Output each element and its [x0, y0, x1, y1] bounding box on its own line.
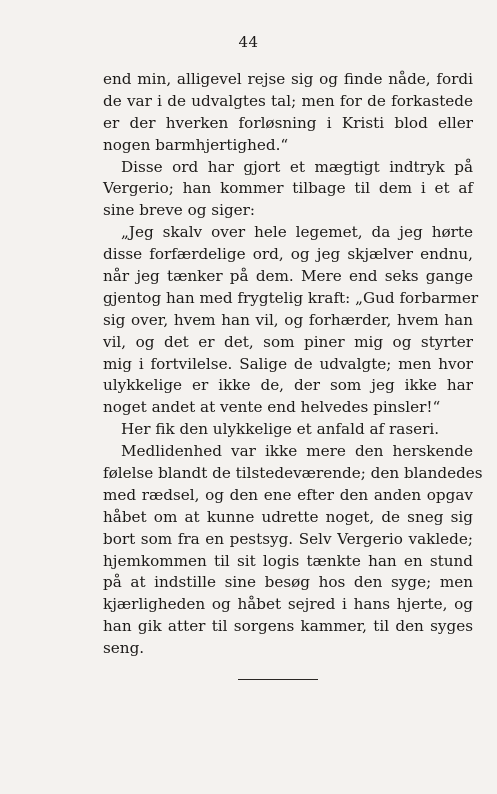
text-line: sig over, hvem han vil, og forhærder, hvem han — [103, 310, 473, 329]
text-line: disse forfærdelige ord, og jeg skjælver endnu, — [103, 245, 473, 264]
section-divider-rule — [238, 679, 318, 680]
text-line: sine breve og siger: — [103, 201, 256, 220]
text-line: er der hverken forløsning i Kristi blod eller — [103, 113, 473, 132]
text-line: vil, og det er det, som piner mig og styrter — [103, 332, 473, 351]
text-line: ulykkelige er ikke de, der som jeg ikke har — [103, 376, 473, 395]
text-line: når jeg tænker på dem. Mere end seks gange — [103, 267, 473, 286]
text-line: Disse ord har gjort et mægtigt indtryk på — [121, 157, 473, 176]
text-line: Vergerio; han kommer tilbage til dem i et af — [103, 179, 473, 198]
text-line: nogen barmhjertighed.“ — [103, 135, 289, 154]
text-line: håbet om at kunne udrette noget, de sneg sig — [103, 507, 473, 526]
text-line: bort som fra en pestsyg. Selv Vergerio vaklede; — [103, 529, 473, 548]
text-line: „Jeg skalv over hele legemet, da jeg hørte — [121, 223, 473, 242]
text-line: med rædsel, og den ene efter den anden opgav — [103, 485, 473, 504]
text-line: end min, alligevel rejse sig og finde nåde, fordi — [103, 70, 473, 88]
text-line: Medlidenhed var ikke mere den herskende — [121, 442, 473, 461]
text-line: de var i de udvalgtes tal; men for de forkastede — [103, 91, 473, 110]
body-text — [103, 69, 483, 660]
text-line: kjærligheden og håbet sejred i hans hjerte, og — [103, 595, 473, 614]
page-number: 44 — [238, 33, 259, 51]
text-line: Her fik den ulykkelige et anfald af raseri. — [121, 420, 440, 439]
text-line: noget andet at vente end helvedes pinsler!“ — [103, 398, 441, 417]
text-line: følelse blandt de tilstedeværende; den blandedes — [103, 464, 483, 483]
text-line: seng. — [103, 639, 145, 658]
text-line: hjemkommen til sit logis tænkte han en stund — [103, 551, 473, 570]
text-line: han gik atter til sorgens kammer, til den syges — [103, 617, 473, 636]
text-line: på at indstille sine besøg hos den syge; men — [103, 573, 473, 592]
text-line: gjentog han med frygtelig kraft: „Gud forbarmer — [103, 288, 479, 307]
text-line: mig i fortvilelse. Salige de udvalgte; men hvor — [103, 354, 473, 373]
